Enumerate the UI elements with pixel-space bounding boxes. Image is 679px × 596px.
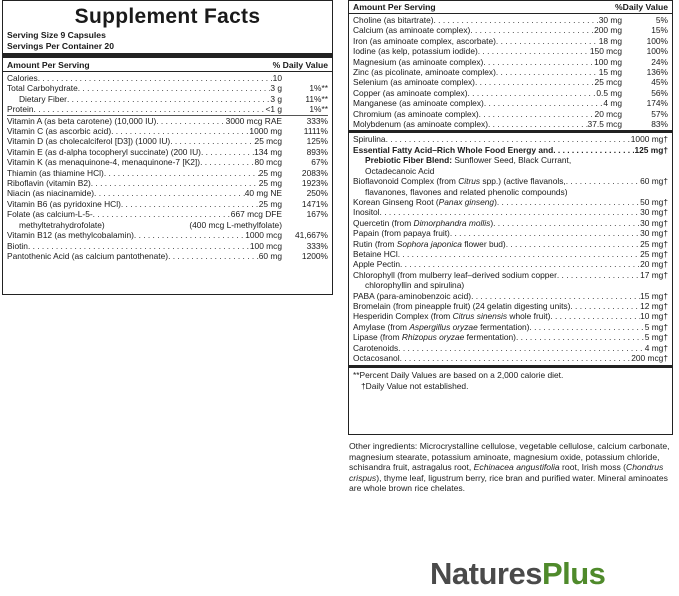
nutrient-dv: 5%	[655, 15, 668, 25]
nutrient-name: Vitamin D (as cholecalciferol [D3]) (1000 IU)	[7, 136, 171, 147]
nutrient-dv: 125%	[306, 136, 328, 147]
divider-thick	[349, 130, 672, 133]
prebiotic-blend: Prebiotic Fiber Blend: Sunflower Seed, Black Currant,	[365, 155, 572, 166]
nutrient-dv: 24%	[651, 56, 668, 67]
nutrient-amount: (400 mcg L-methylfolate)	[189, 219, 282, 230]
panel-title: Supplement Facts	[74, 5, 261, 28]
nutrient-amount: 40 mg NE	[244, 188, 282, 199]
list-item: Korean Ginseng Root (Panax ginseng) . . . 50 mg†	[353, 197, 668, 207]
nutrient-amount: 3 g	[270, 93, 282, 104]
list-item: Papain (from papaya fruit) . . . 30 mg†	[353, 228, 668, 238]
nutrient-name: Vitamin B12 (as methylcobalamin)	[7, 230, 134, 241]
list-item: Bioflavonoid Complex (from Citrus spp.) (active flavanols, . . . 60 mg†	[353, 176, 668, 186]
list-item: Hesperidin Complex (from Citrus sinensis whole fruit) . . . 10 mg†	[353, 311, 668, 321]
nutrient-amount: <1 g	[265, 104, 282, 115]
nutrient-dv: 100%	[646, 35, 668, 46]
nutrient-dv: 333%	[306, 115, 328, 126]
nutrient-name: Riboflavin (vitamin B2)	[7, 178, 91, 189]
list-item: Inositol . . . 30 mg†	[353, 207, 668, 217]
nutrient-name: Iodine (as kelp, potassium iodide)	[353, 46, 478, 57]
nutrient-name: Molybdenum (as aminoate complex)	[353, 119, 488, 130]
nutrient-amount: 667 mcg DFE	[230, 209, 282, 220]
prebiotic-blend-cont: Octadecanoic Acid	[365, 165, 435, 176]
nutrient-dv: 174%	[646, 98, 668, 109]
naturesplus-logo: NaturesPlus	[430, 556, 606, 591]
nutrient-dv: 45%	[651, 77, 668, 88]
nutrient-row	[353, 98, 668, 108]
nutrient-amount: 100 mg	[594, 56, 622, 67]
nutrient-amount: 80 mcg	[254, 157, 282, 168]
nutrient-name: Vitamin B6 (as pyridoxine HCl)	[7, 198, 121, 209]
list-item: Quercetin (from Dimorphandra mollis) . . . 30 mg†	[353, 218, 668, 228]
nutrient-dv: 1%**	[309, 104, 328, 115]
list-item: Essential Fatty Acid–Rich Whole Food Energy and . . . 125 mg†	[353, 145, 668, 155]
nutrient-dv: 136%	[646, 67, 668, 78]
nutrient-row	[353, 57, 668, 67]
nutrient-name: Niacin (as niacinamide)	[7, 188, 95, 199]
list-item: Rutin (from Sophora japonica flower bud) . . . 25 mg†	[353, 239, 668, 249]
nutrient-amount: 0.5 mg	[596, 87, 622, 98]
nutrient-row	[353, 46, 668, 56]
list-item: Lipase (from Rhizopus oryzae fermentation) . . . 5 mg†	[353, 332, 668, 342]
dv-header: % Daily Value	[272, 60, 328, 70]
nutrient-dv: 167%	[306, 209, 328, 220]
nutrient-row	[353, 109, 668, 119]
nutrient-dv: 2083%	[301, 167, 328, 178]
nutrient-name: Selenium (as aminoate complex)	[353, 77, 475, 88]
serving-size: Serving Size 9 Capsules	[7, 30, 106, 40]
nutrient-row	[7, 73, 328, 83]
other-ingredients: Other ingredients: Microcrystalline cellulose, vegetable cellulose, calcium carbonate, magnesium stearate, potassium aminoate, magnesium oxide, potassium chloride, schisandra fruit, astragalus root, Echinacea angustifolia root, Irish moss (Chondrus crispus), thyme leaf, ligustrum berry, rice bran and purified water. Mineral aminoates are whole brown rice chelates.	[349, 441, 670, 494]
nutrient-amount: 37.5 mcg	[587, 119, 622, 130]
footnote-dagger: †Daily Value not established.	[361, 380, 469, 391]
nutrient-name: Vitamin A (as beta carotene) (10,000 IU)	[7, 115, 157, 126]
nutrient-amount: 25 mcg	[254, 136, 282, 147]
nutrient-amount: 30 mg	[598, 15, 622, 25]
nutrient-amount: 134 mg	[254, 146, 282, 157]
nutrient-row	[7, 241, 328, 251]
nutrient-name: Total Carbohydrate	[7, 83, 78, 94]
list-item: Apple Pectin . . . 20 mg†	[353, 259, 668, 269]
nutrient-amount: 25 mcg	[594, 77, 622, 88]
nutrient-dv: 15%	[651, 25, 668, 36]
nutrient-name: Copper (as aminoate complex)	[353, 87, 468, 98]
nutrient-name: Vitamin K (as menaquinone-4, menaquinone-7 [K2])	[7, 157, 201, 168]
nutrient-amount: 3000 mcg RAE	[225, 115, 282, 126]
nutrient-row	[7, 116, 328, 126]
nutrient-row	[7, 178, 328, 188]
dv-header: %Daily Value	[614, 2, 668, 12]
mineral-list	[349, 14, 672, 130]
nutrient-amount: 60 mg	[258, 250, 282, 261]
nutrient-dv: 67%	[311, 157, 328, 168]
column-header	[349, 1, 672, 14]
nutrient-name: Choline (as bitartrate)	[353, 15, 434, 25]
nutrient-dv: 1111%	[303, 126, 328, 137]
nutrient-row	[7, 251, 328, 261]
blend-list	[349, 134, 672, 363]
nutrient-row	[7, 136, 328, 146]
amount-header: Amount Per Serving	[7, 60, 90, 70]
nutrient-row	[7, 157, 328, 167]
nutrient-dv: 100%	[646, 46, 668, 57]
nutrient-name: Vitamin E (as d-alpha tocopheryl succinate) (200 IU)	[7, 146, 201, 157]
divider-thick	[3, 53, 332, 58]
nutrient-row	[353, 36, 668, 46]
list-item: Octacosanol . . . 200 mcg†	[353, 353, 668, 363]
nutrient-amount: 18 mg	[598, 35, 622, 46]
nutrient-row	[353, 77, 668, 87]
nutrient-row	[7, 220, 328, 230]
nutrient-row	[353, 15, 668, 25]
nutrient-dv: 893%	[306, 146, 328, 157]
nutrient-row	[7, 83, 328, 93]
nutrient-row	[7, 230, 328, 240]
list-item: Amylase (from Aspergillus oryzae fermentation) . . . 5 mg†	[353, 322, 668, 332]
nutrient-amount: 1000 mg	[249, 126, 282, 137]
nutrient-name: Vitamin C (as ascorbic acid)	[7, 126, 112, 137]
nutrient-list	[3, 72, 332, 261]
servings-per-container: Servings Per Container 20	[7, 40, 114, 51]
nutrient-row	[353, 119, 668, 129]
nutrient-dv: 1200%	[301, 250, 328, 261]
nutrient-dv	[282, 220, 328, 230]
nutrient-dv: 333%	[306, 240, 328, 251]
nutrient-name: Thiamin (as thiamine HCl)	[7, 167, 104, 178]
list-item-cont: flavanones, flavones and related phenolic compounds)	[365, 186, 568, 197]
nutrient-amount: 1000 mcg	[245, 230, 282, 241]
nutrient-amount: 25 mg	[258, 198, 282, 209]
nutrient-amount: 20 mcg	[594, 108, 622, 119]
nutrient-row	[353, 25, 668, 35]
nutrient-name: Folate (as calcium-L-5-	[7, 209, 93, 220]
footnotes	[349, 368, 672, 393]
nutrient-name: methyltetrahydrofolate)	[19, 219, 105, 230]
nutrient-name: Calcium (as aminoate complex)	[353, 25, 471, 36]
nutrient-row	[7, 104, 328, 115]
nutrient-dv: 1471%	[301, 198, 328, 209]
nutrient-row	[7, 199, 328, 209]
nutrient-row	[7, 94, 328, 104]
nutrient-dv: 1%**	[309, 83, 328, 94]
nutrient-dv: 83%	[651, 119, 668, 130]
nutrient-dv: 11%**	[305, 93, 328, 104]
column-header	[3, 59, 332, 72]
nutrient-dv	[282, 73, 328, 83]
nutrient-row	[353, 88, 668, 98]
nutrient-name: Manganese (as aminoate complex)	[353, 98, 484, 109]
nutrient-name: Biotin	[7, 240, 28, 251]
nutrient-amount: 3 g	[270, 83, 282, 94]
supplement-facts-left-panel	[2, 0, 333, 295]
nutrient-name: Calories	[7, 73, 38, 83]
nutrient-amount: 10	[272, 73, 282, 83]
nutrient-name: Iron (as aminoate complex, ascorbate)	[353, 35, 496, 46]
nutrient-row	[7, 209, 328, 219]
nutrient-dv: 57%	[651, 108, 668, 119]
nutrient-amount: 25 mg	[258, 178, 282, 189]
footnote-dv: **Percent Daily Values are based on a 2,000 calorie diet.	[353, 370, 564, 381]
nutrient-amount: 15 mg	[598, 67, 622, 78]
list-item: Carotenoids . . . 4 mg†	[353, 343, 668, 353]
nutrient-amount: 200 mg	[594, 25, 622, 36]
list-item: Bromelain (from pineapple fruit) (24 gelatin digesting units) . . . 12 mg†	[353, 301, 668, 311]
list-item: Spirulina . . . 1000 mg†	[353, 134, 668, 144]
nutrient-name: Zinc (as picolinate, aminoate complex)	[353, 67, 496, 78]
nutrient-name: Protein	[7, 104, 34, 115]
nutrient-name: Magnesium (as aminoate complex)	[353, 56, 484, 67]
nutrient-row	[7, 126, 328, 136]
nutrient-row	[7, 188, 328, 198]
nutrient-amount: 25 mg	[258, 167, 282, 178]
nutrient-amount: 4 mg	[603, 98, 622, 109]
nutrient-dv: 250%	[306, 188, 328, 199]
nutrient-row	[353, 67, 668, 77]
list-item: PABA (para-aminobenzoic acid) . . . 15 mg†	[353, 291, 668, 301]
list-item: Betaine HCl . . . 25 mg†	[353, 249, 668, 259]
nutrient-amount: 100 mcg	[249, 240, 282, 251]
supplement-facts-right-panel	[348, 0, 673, 435]
nutrient-name: Chromium (as aminoate complex)	[353, 108, 479, 119]
nutrient-dv: 41,667%	[294, 230, 328, 241]
amount-header: Amount Per Serving	[353, 2, 436, 12]
nutrient-amount: 150 mcg	[589, 46, 622, 57]
nutrient-dv: 1923%	[301, 178, 328, 189]
nutrient-dv: 56%	[651, 87, 668, 98]
list-item: Chlorophyll (from mulberry leaf–derived sodium copper . . . 17 mg†	[353, 270, 668, 280]
nutrient-name: Dietary Fiber	[19, 93, 67, 104]
list-item-cont: chlorophyllin and spirulina)	[365, 280, 465, 291]
nutrient-row	[7, 147, 328, 157]
nutrient-name: Pantothenic Acid (as calcium pantothenate)	[7, 250, 169, 261]
nutrient-row	[7, 168, 328, 178]
